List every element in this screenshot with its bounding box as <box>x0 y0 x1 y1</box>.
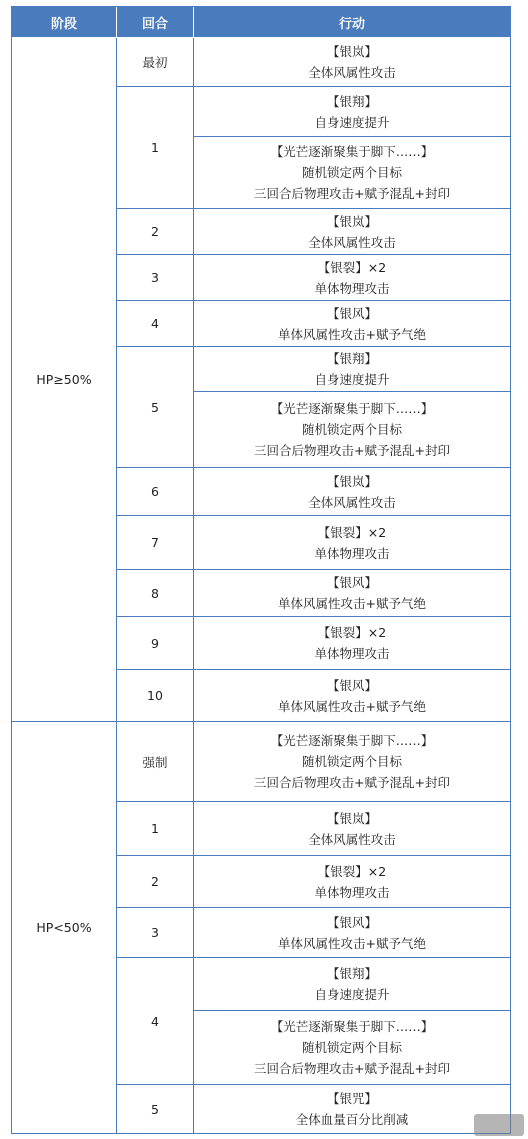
skill-effect: 单体物理攻击 <box>314 884 390 900</box>
skill-name: 【银咒】 <box>326 1091 377 1106</box>
round-cell: 最初 <box>117 38 194 87</box>
action-cell <box>194 958 510 1011</box>
skill-effect: 三回合后物理攻击+赋予混乱+封印 <box>254 186 450 201</box>
round-cell: 10 <box>117 670 194 722</box>
skill-effect: 自身速度提升 <box>314 114 390 130</box>
skill-effect: 三回合后物理攻击+赋予混乱+封印 <box>254 443 450 458</box>
skill-effect: 单体风属性攻击+赋予气绝 <box>278 326 426 342</box>
round-cell: 8 <box>117 570 194 617</box>
skill-name: 【光芒逐渐聚集于脚下……】 <box>270 401 434 416</box>
skill-effect: 自身速度提升 <box>314 987 390 1002</box>
action-cell <box>194 38 510 87</box>
action-cell <box>194 87 510 137</box>
boss-action-table <box>11 6 511 1134</box>
action-cell <box>194 516 510 570</box>
skill-effect: 随机锁定两个目标 <box>301 1040 402 1055</box>
skill-effect: 全体风属性攻击 <box>308 65 396 80</box>
action-cell <box>194 670 510 722</box>
skill-name: 【银风】 <box>326 305 377 321</box>
skill-effect: 三回合后物理攻击+赋予混乱+封印 <box>254 1061 450 1076</box>
round-cell: 2 <box>117 856 194 908</box>
action-cell <box>194 468 510 516</box>
skill-effect: 单体风属性攻击+赋予气绝 <box>278 935 426 951</box>
round-cell: 3 <box>117 908 194 958</box>
round-cell: 7 <box>117 516 194 570</box>
round-cell: 强制 <box>117 722 194 802</box>
skill-name: 【光芒逐渐聚集于脚下……】 <box>270 144 434 159</box>
action-cell <box>194 617 510 670</box>
skill-effect: 随机锁定两个目标 <box>301 754 402 769</box>
round-cell: 4 <box>117 958 194 1085</box>
action-cell <box>194 209 510 255</box>
action-cell <box>194 347 510 392</box>
skill-name: 【银裂】×2 <box>317 524 387 540</box>
skill-effect: 单体物理攻击 <box>314 646 390 661</box>
action-cell <box>194 255 510 301</box>
skill-name: 【银风】 <box>326 677 377 693</box>
skill-name: 【银岚】 <box>326 473 377 489</box>
skill-effect: 单体风属性攻击+赋予气绝 <box>278 596 426 611</box>
action-cell <box>194 301 510 347</box>
skill-effect: 随机锁定两个目标 <box>301 165 402 180</box>
skill-effect: 自身速度提升 <box>314 372 390 387</box>
round-cell: 1 <box>117 802 194 856</box>
skill-name: 【银岚】 <box>326 810 377 826</box>
action-cell <box>194 908 510 958</box>
action-cell <box>194 137 510 209</box>
phase-cell-hp-high: HP≥50% <box>12 38 117 722</box>
action-cell <box>194 570 510 617</box>
skill-name: 【银翔】 <box>326 966 377 981</box>
action-cell <box>194 1085 510 1133</box>
skill-name: 【银裂】×2 <box>317 863 387 879</box>
skill-effect: 单体物理攻击 <box>314 545 390 561</box>
skill-effect: 全体风属性攻击 <box>308 831 396 847</box>
skill-name: 【银翔】 <box>326 93 377 109</box>
round-cell: 5 <box>117 1085 194 1133</box>
phase-cell-hp-low: HP<50% <box>12 722 117 1133</box>
skill-effect: 全体风属性攻击 <box>308 494 396 510</box>
skill-effect: 单体物理攻击 <box>314 280 390 296</box>
skill-effect: 全体风属性攻击 <box>308 234 396 250</box>
skill-name: 【光芒逐渐聚集于脚下……】 <box>270 1019 434 1034</box>
skill-name: 【银风】 <box>326 914 377 930</box>
action-cell <box>194 802 510 856</box>
watermark-logo <box>474 1114 524 1136</box>
action-cell <box>194 1011 510 1085</box>
skill-name: 【银翔】 <box>326 351 377 366</box>
skill-effect: 随机锁定两个目标 <box>301 422 402 437</box>
round-cell: 6 <box>117 468 194 516</box>
round-cell: 9 <box>117 617 194 670</box>
skill-name: 【银岚】 <box>326 213 377 229</box>
round-cell: 3 <box>117 255 194 301</box>
skill-name: 【光芒逐渐聚集于脚下……】 <box>270 733 434 748</box>
skill-effect: 三回合后物理攻击+赋予混乱+封印 <box>254 775 450 790</box>
header-round: 回合 <box>117 7 194 38</box>
action-cell <box>194 856 510 908</box>
action-cell <box>194 392 510 468</box>
round-cell: 2 <box>117 209 194 255</box>
round-cell: 4 <box>117 301 194 347</box>
skill-effect: 全体血量百分比削减 <box>295 1112 409 1127</box>
skill-name: 【银裂】×2 <box>317 625 387 640</box>
action-cell <box>194 722 510 802</box>
header-action: 行动 <box>194 7 510 38</box>
round-cell: 1 <box>117 87 194 209</box>
skill-name: 【银岚】 <box>326 44 377 59</box>
skill-effect: 单体风属性攻击+赋予气绝 <box>278 698 426 714</box>
header-phase: 阶段 <box>12 7 117 38</box>
skill-name: 【银风】 <box>326 575 377 590</box>
round-cell: 5 <box>117 347 194 468</box>
skill-name: 【银裂】×2 <box>317 259 387 275</box>
